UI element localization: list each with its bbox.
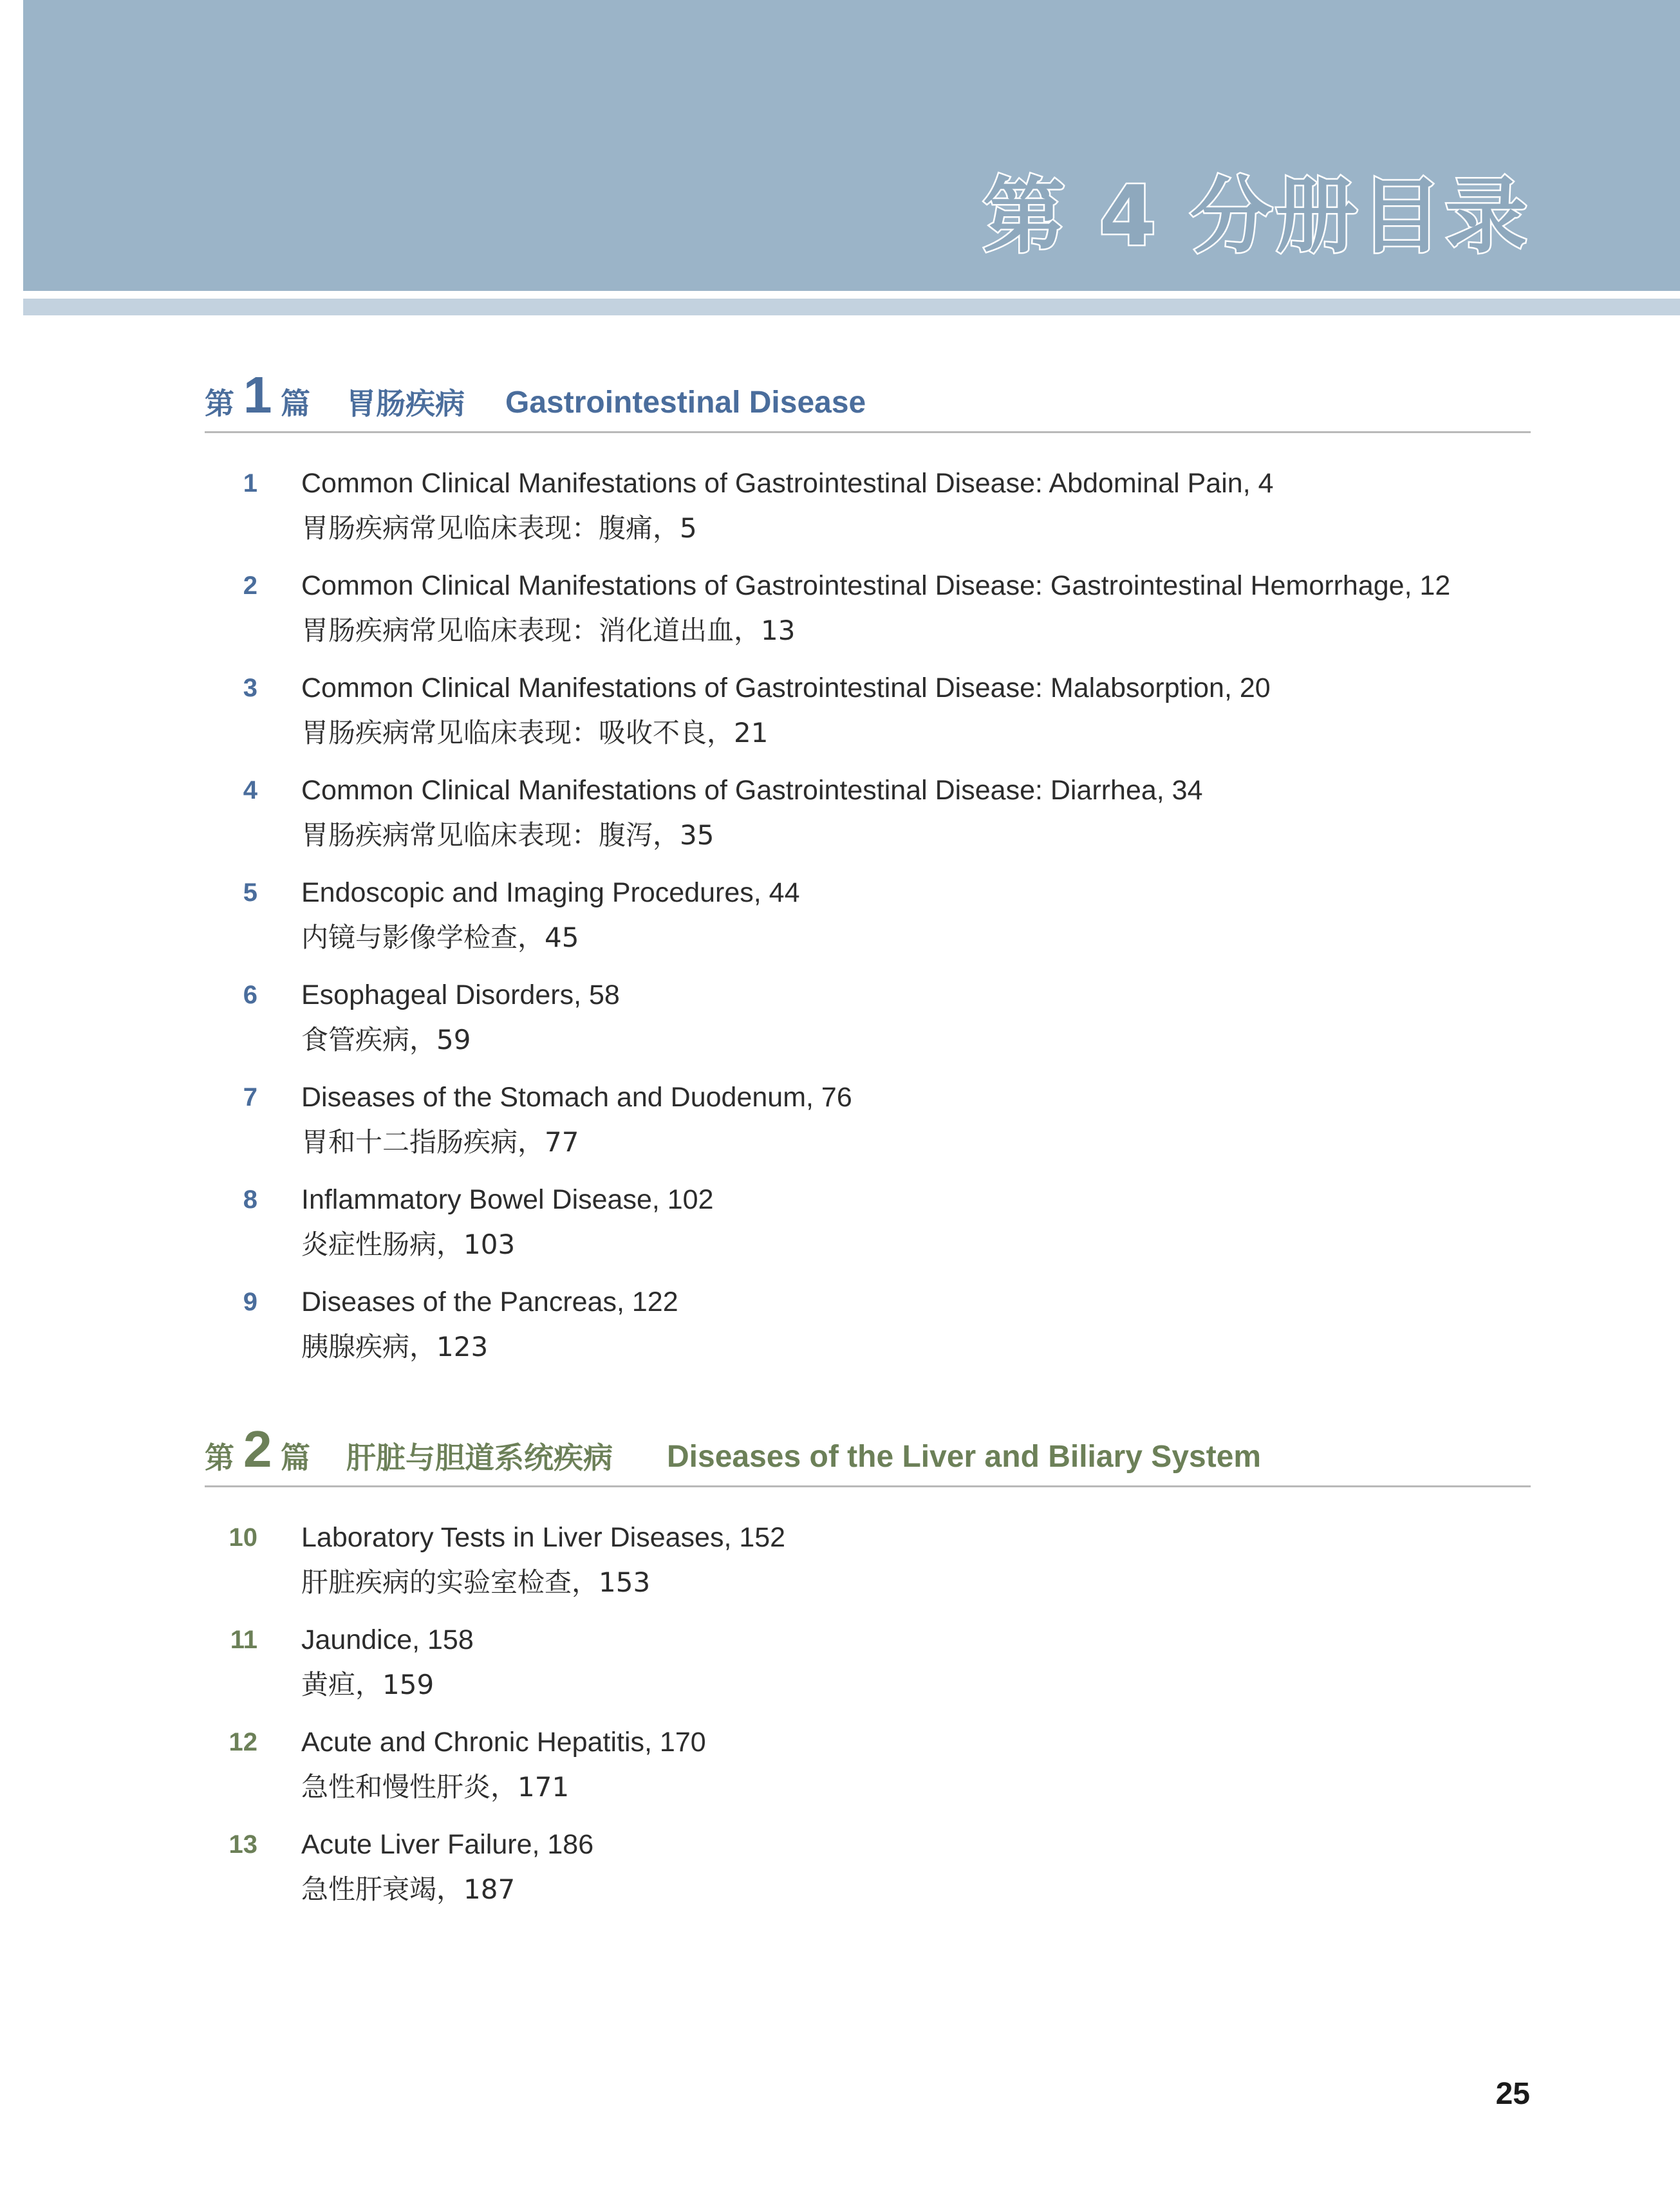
chapter-title-zh: 急性和慢性肝炎，171 <box>301 1771 570 1803</box>
part-1-section <box>205 364 1531 1382</box>
chapter-number: 4 <box>243 776 257 804</box>
chapter-title-en: Acute Liver Failure, 186 <box>301 1829 594 1860</box>
chapter-title-zh: 急性肝衰竭，187 <box>301 1873 516 1905</box>
chapter-title-zh: 胃肠疾病常见临床表现：腹泻，35 <box>301 819 714 851</box>
chapter-title-zh: 胃肠疾病常见临床表现：吸收不良，21 <box>301 717 769 748</box>
chapter-title-en: Common Clinical Manifestations of Gastrointestinal Disease: Gastrointestinal Hemorrhage, 12 <box>301 570 1451 601</box>
chapter-title-en: Jaundice, 158 <box>301 1624 474 1655</box>
chapter-title-zh: 胰腺疾病，123 <box>301 1331 489 1362</box>
chapter-entry[interactable] <box>205 870 1531 972</box>
chapter-number: 3 <box>243 674 257 702</box>
chapter-title-zh: 内镜与影像学检查，45 <box>301 922 579 953</box>
part-prefix: 第 <box>205 386 234 421</box>
chapter-title-zh: 胃和十二指肠疾病，77 <box>301 1126 579 1158</box>
part-2-heading <box>205 1418 1531 1487</box>
chapter-title-en: Inflammatory Bowel Disease, 102 <box>301 1184 714 1215</box>
chapter-title-en: Common Clinical Manifestations of Gastrointestinal Disease: Malabsorption, 20 <box>301 673 1271 703</box>
chapter-entry[interactable] <box>205 1279 1531 1382</box>
chapter-number: 2 <box>243 572 257 600</box>
chapter-list <box>205 1515 1531 1924</box>
chapter-number: 7 <box>243 1083 257 1111</box>
part-1-heading <box>205 364 1531 433</box>
chapter-title-zh: 胃肠疾病常见临床表现：腹痛，5 <box>301 512 697 544</box>
chapter-entry[interactable] <box>205 768 1531 870</box>
chapter-entry[interactable] <box>205 1177 1531 1279</box>
chapter-title-zh: 胃肠疾病常见临床表现：消化道出血，13 <box>301 615 796 646</box>
chapter-number: 13 <box>229 1830 257 1859</box>
chapter-number: 11 <box>230 1626 257 1654</box>
chapter-number: 10 <box>229 1523 257 1552</box>
chapter-title-en: Common Clinical Manifestations of Gastrointestinal Disease: Abdominal Pain, 4 <box>301 468 1274 499</box>
part-number: 1 <box>243 366 272 423</box>
chapter-entry[interactable] <box>205 563 1531 665</box>
chapter-title-zh: 食管疾病，59 <box>301 1024 471 1055</box>
page-number: 25 <box>1495 2077 1530 2111</box>
chapter-number: 8 <box>243 1185 257 1214</box>
chapter-title-en: Diseases of the Pancreas, 122 <box>301 1287 678 1317</box>
chapter-number: 9 <box>243 1288 257 1316</box>
chapter-entry[interactable] <box>205 461 1531 563</box>
chapter-number: 12 <box>229 1728 257 1756</box>
chapter-title-en: Laboratory Tests in Liver Diseases, 152 <box>301 1522 786 1553</box>
part-title-zh: 肝脏与胆道系统疾病 <box>346 1440 613 1475</box>
part-title-en: Diseases of the Liver and Biliary System <box>667 1440 1262 1474</box>
chapter-title-zh: 黄疸，159 <box>301 1669 434 1700</box>
chapter-title-en: Diseases of the Stomach and Duodenum, 76 <box>301 1082 852 1113</box>
part-prefix: 第 <box>205 1440 234 1475</box>
page-title: 第 4 分册目录 <box>982 169 1530 265</box>
part-2-section <box>205 1418 1531 1924</box>
header-divider <box>23 299 1680 315</box>
chapter-title-en: Acute and Chronic Hepatitis, 170 <box>301 1727 706 1758</box>
chapter-entry[interactable] <box>205 1822 1531 1924</box>
chapter-title-zh: 肝脏疾病的实验室检查，153 <box>301 1566 651 1598</box>
chapter-number: 6 <box>243 981 257 1009</box>
part-number: 2 <box>243 1420 272 1478</box>
chapter-entry[interactable] <box>205 1515 1531 1617</box>
chapter-list <box>205 461 1531 1382</box>
chapter-entry[interactable] <box>205 1720 1531 1822</box>
part-title-en: Gastrointestinal Disease <box>505 386 866 420</box>
part-suffix: 篇 <box>281 386 310 421</box>
part-suffix: 篇 <box>281 1440 310 1475</box>
chapter-title-en: Endoscopic and Imaging Procedures, 44 <box>301 877 800 908</box>
chapter-title-en: Esophageal Disorders, 58 <box>301 980 620 1010</box>
chapter-number: 5 <box>243 878 257 907</box>
chapter-title-zh: 炎症性肠病，103 <box>301 1229 516 1260</box>
chapter-number: 1 <box>243 469 257 497</box>
part-title-zh: 胃肠疾病 <box>346 386 465 421</box>
chapter-title-en: Common Clinical Manifestations of Gastrointestinal Disease: Diarrhea, 34 <box>301 775 1203 806</box>
chapter-entry[interactable] <box>205 665 1531 768</box>
chapter-entry[interactable] <box>205 972 1531 1075</box>
chapter-entry[interactable] <box>205 1617 1531 1720</box>
chapter-entry[interactable] <box>205 1075 1531 1177</box>
